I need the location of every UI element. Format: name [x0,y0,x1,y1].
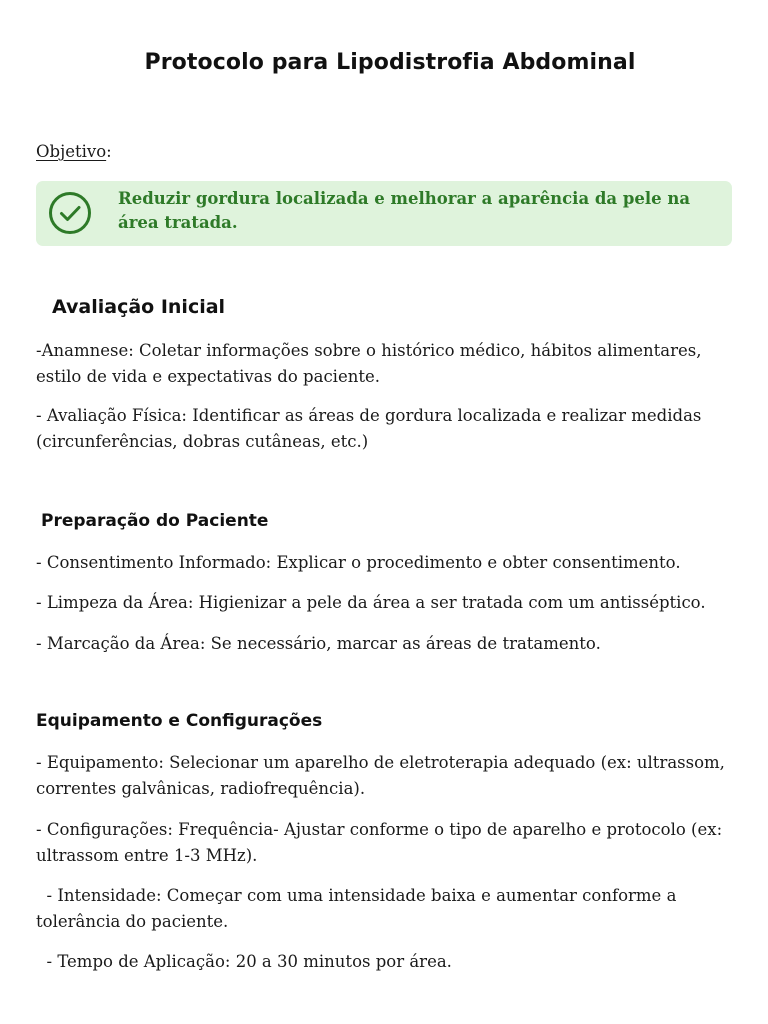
list-item: - Configurações: Frequência- Ajustar conforme o tipo de aparelho e protocolo (ex: ultrassom entre 1-3 MHz). [36,820,723,865]
objective-label: Objetivo [36,142,107,161]
list-item: -Anamnese: Coletar informações sobre o histórico médico, hábitos alimentares, estilo de vida e expectativas do paciente. [36,341,702,386]
section-heading-equipamento: Equipamento e Configurações [36,711,323,731]
objective-callout [36,181,732,246]
objective-label-line [36,139,112,165]
list-item: - Intensidade: Começar com uma intensidade baixa e aumentar conforme a tolerância do paciente. [36,886,682,931]
document-title: Protocolo para Lipodistrofia Abdominal [144,50,636,75]
list-item: - Limpeza da Área: Higienizar a pele da área a ser tratada com um antisséptico. [36,593,706,612]
list-item: - Consentimento Informado: Explicar o procedimento e obter consentimento. [36,553,681,572]
section-heading-preparacao: Preparação do Paciente [41,511,269,531]
list-item: - Avaliação Física: Identificar as áreas de gordura localizada e realizar medidas (circunferências, dobras cutâneas, etc.) [36,406,702,451]
list-item: - Equipamento: Selecionar um aparelho de eletroterapia adequado (ex: ultrassom, correntes galvânicas, radiofrequência). [36,753,725,798]
check-circle-icon [48,191,92,235]
list-item: - Marcação da Área: Se necessário, marcar as áreas de tratamento. [36,634,601,653]
section-heading-avaliacao: Avaliação Inicial [52,296,226,318]
objective-colon: : [106,142,112,161]
list-item: - Tempo de Aplicação: 20 a 30 minutos por área. [36,952,452,971]
objective-text: Reduzir gordura localizada e melhorar a aparência da pele na área tratada. [118,189,691,232]
